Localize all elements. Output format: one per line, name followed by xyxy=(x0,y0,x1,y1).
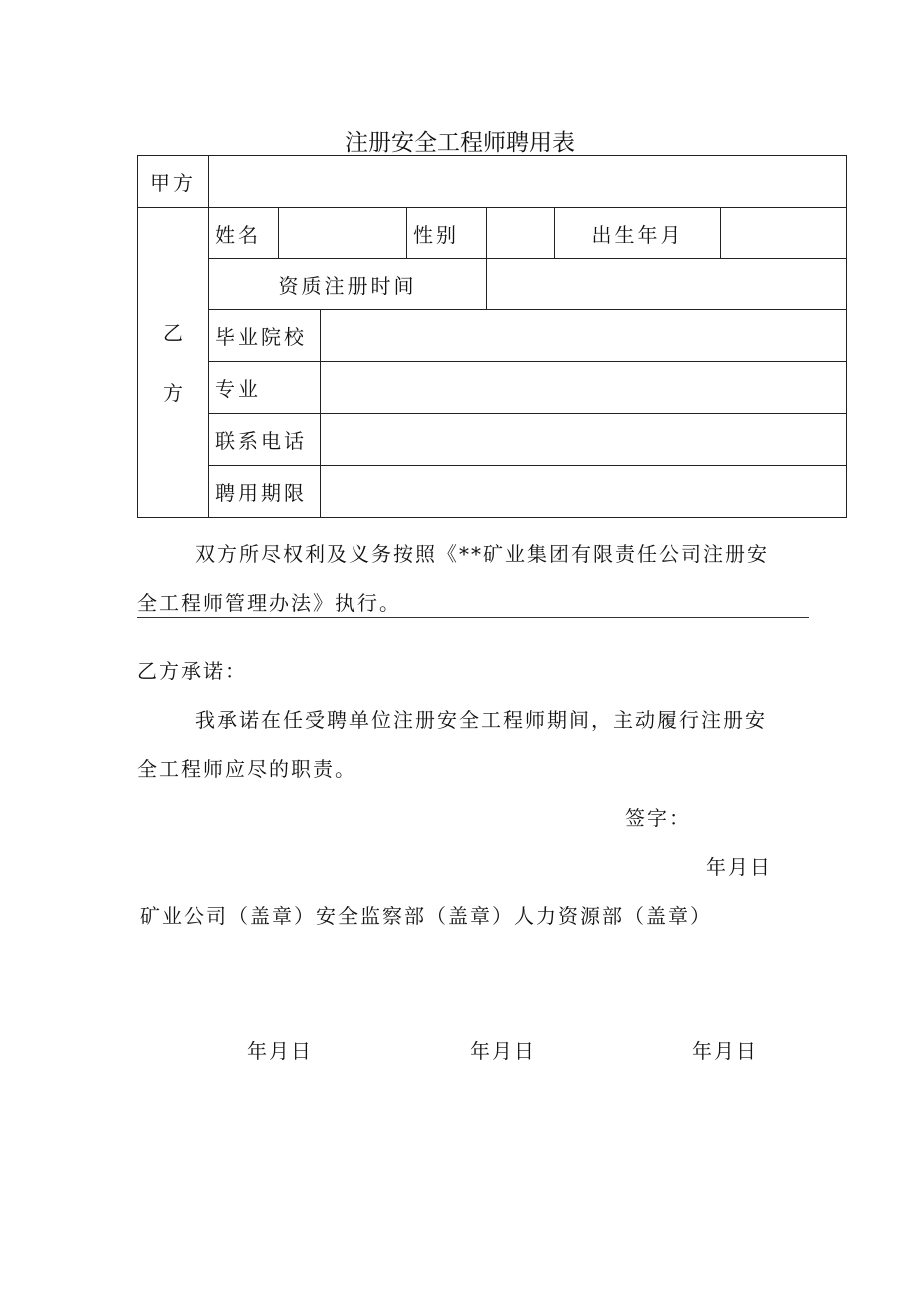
promise-text-line-1: 我承诺在任受聘单位注册安全工程师期间，主动履行注册安 xyxy=(195,708,767,732)
stamp-date-hr-department: 年月日 xyxy=(692,1039,758,1063)
divider xyxy=(137,617,809,618)
name-field[interactable] xyxy=(279,208,407,259)
agreement-text-line-1: 双方所尽权利及义务按照《**矿业集团有限责任公司注册安 xyxy=(195,542,769,566)
stamp-date-mining-company: 年月日 xyxy=(247,1039,313,1063)
employment-form-table xyxy=(137,155,847,518)
party-b-label xyxy=(138,208,209,518)
major-field[interactable] xyxy=(321,362,847,414)
registration-time-label: 资质注册时间 xyxy=(209,259,487,310)
birth-field[interactable] xyxy=(721,208,847,259)
party-a-label: 甲方 xyxy=(138,156,209,208)
school-field[interactable] xyxy=(321,310,847,362)
signature-label: 签字： xyxy=(625,806,691,830)
name-label: 姓名 xyxy=(209,208,279,259)
phone-label: 联系电话 xyxy=(209,414,321,466)
page-title: 注册安全工程师聘用表 xyxy=(345,130,575,156)
phone-field[interactable] xyxy=(321,414,847,466)
stamp-date-safety-department: 年月日 xyxy=(470,1039,536,1063)
birth-label: 出生年月 xyxy=(555,208,721,259)
gender-field[interactable] xyxy=(487,208,555,259)
promise-text-line-2: 全工程师应尽的职责。 xyxy=(137,757,357,781)
gender-label: 性别 xyxy=(407,208,487,259)
signature-date: 年月日 xyxy=(706,855,772,879)
stamp-labels: 矿业公司（盖章）安全监察部（盖章）人力资源部（盖章） xyxy=(140,904,712,928)
party-a-field[interactable] xyxy=(209,156,847,208)
agreement-text-line-2: 全工程师管理办法》执行。 xyxy=(137,591,401,615)
promise-heading: 乙方承诺： xyxy=(137,659,247,683)
term-label: 聘用期限 xyxy=(209,466,321,518)
registration-time-field[interactable] xyxy=(487,259,847,310)
party-b-char-2: 方 xyxy=(163,380,183,405)
major-label: 专业 xyxy=(209,362,321,414)
party-b-char-1: 乙 xyxy=(163,320,183,345)
school-label: 毕业院校 xyxy=(209,310,321,362)
term-field[interactable] xyxy=(321,466,847,518)
